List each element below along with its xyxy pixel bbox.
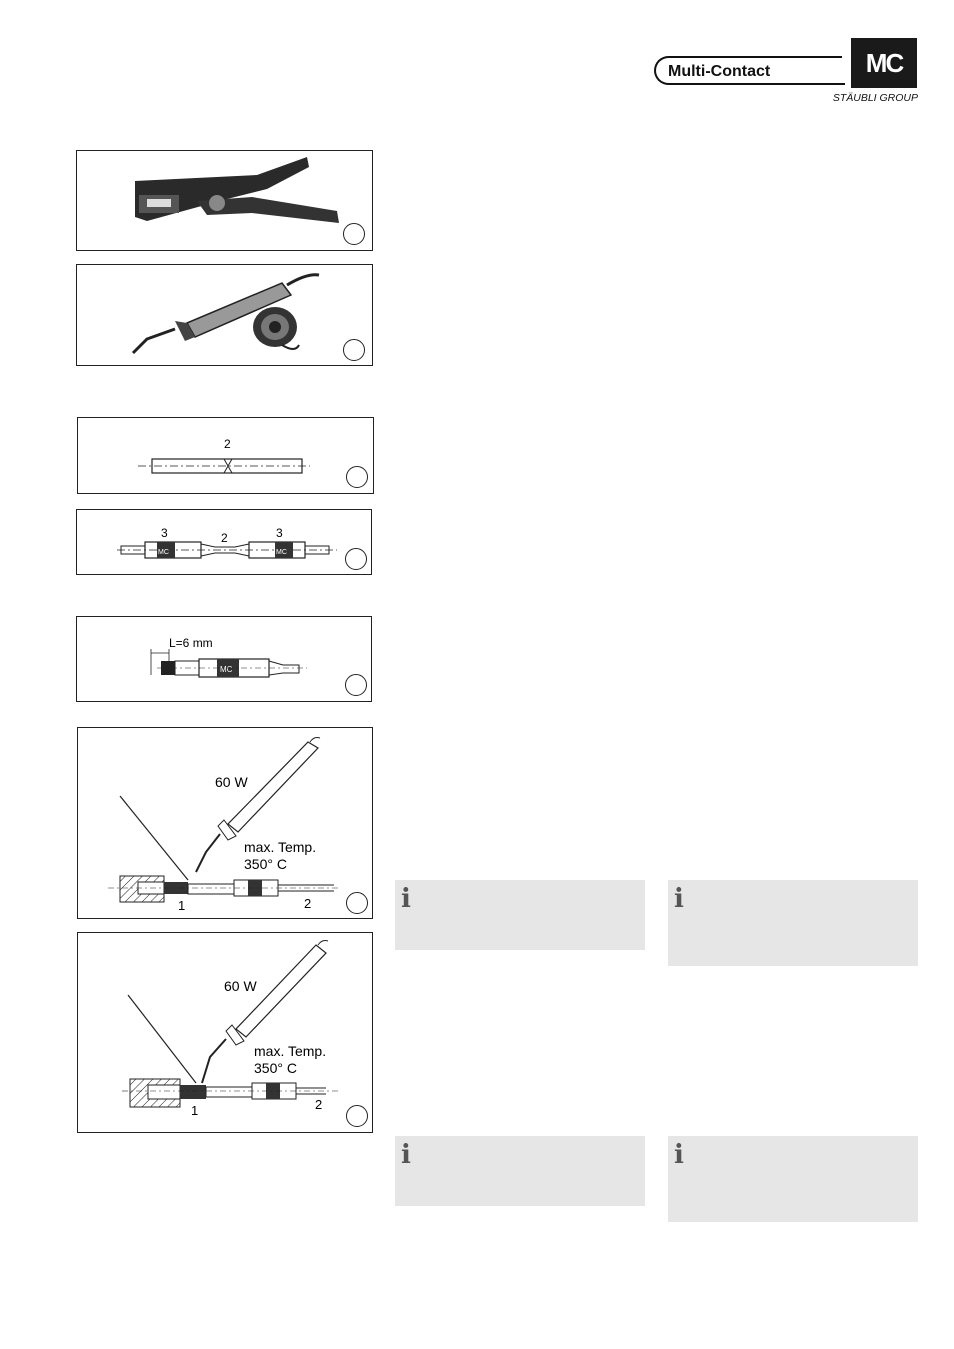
info-box-4 [668,1136,918,1222]
figure-strip-length [76,616,372,702]
soldering-temp-line-1: max. Temp. [244,839,317,855]
info-icon: i [674,884,684,914]
figure-number-circle [343,223,365,245]
soldering-temp-line-2: 350° C [254,1060,297,1076]
figure-connectors-cable [76,509,372,575]
connector-label-left: 3 [161,526,168,540]
soldering-temp-line-2: 350° C [244,856,287,872]
figure-cable [77,417,374,494]
soldering-step-1-illustration [78,728,374,920]
connector-logo: MC [220,665,233,674]
info-icon: i [674,1140,684,1170]
figure-number-circle [345,674,367,696]
soldering-step-2-illustration [78,933,374,1134]
info-box-2 [668,880,918,966]
group-name: STÄUBLI GROUP [832,92,918,104]
connector-logo-right: MC [276,549,287,556]
soldering-power: 60 W [215,774,248,790]
strip-length-illustration [77,617,373,703]
cable-label-mid: 2 [221,531,228,545]
soldering-power: 60 W [224,978,257,994]
figure-soldering-step-1 [77,727,373,919]
figure-number-circle [346,466,368,488]
info-icon: i [401,1140,411,1170]
figure-number-circle [343,339,365,361]
figure-number-circle [346,892,368,914]
brand-underline [830,83,845,85]
figure-soldering-step-2 [77,932,373,1133]
info-icon: i [401,884,411,914]
soldering-iron-illustration [77,265,374,367]
brand-name: Multi-Contact [654,56,842,85]
figure-stripping-pliers [76,150,373,251]
soldering-label-1: 1 [178,898,186,913]
figure-soldering-iron [76,264,373,366]
cable-label-2: 2 [224,437,231,451]
strip-length-dimension: L=6 mm [169,636,213,650]
info-box-3 [395,1136,645,1206]
cable-illustration [78,418,375,495]
soldering-label-2: 2 [315,1097,323,1112]
connector-label-right: 3 [276,526,283,540]
figure-number-circle [345,548,367,570]
connectors-illustration [77,510,373,576]
pliers-illustration [77,151,374,252]
info-box-1 [395,880,645,950]
figure-number-circle [346,1105,368,1127]
soldering-temp-line-1: max. Temp. [254,1043,327,1059]
soldering-label-2: 2 [304,896,312,911]
soldering-label-1: 1 [191,1103,199,1118]
mc-logo: MC [851,38,917,88]
connector-logo-left: MC [158,549,169,556]
